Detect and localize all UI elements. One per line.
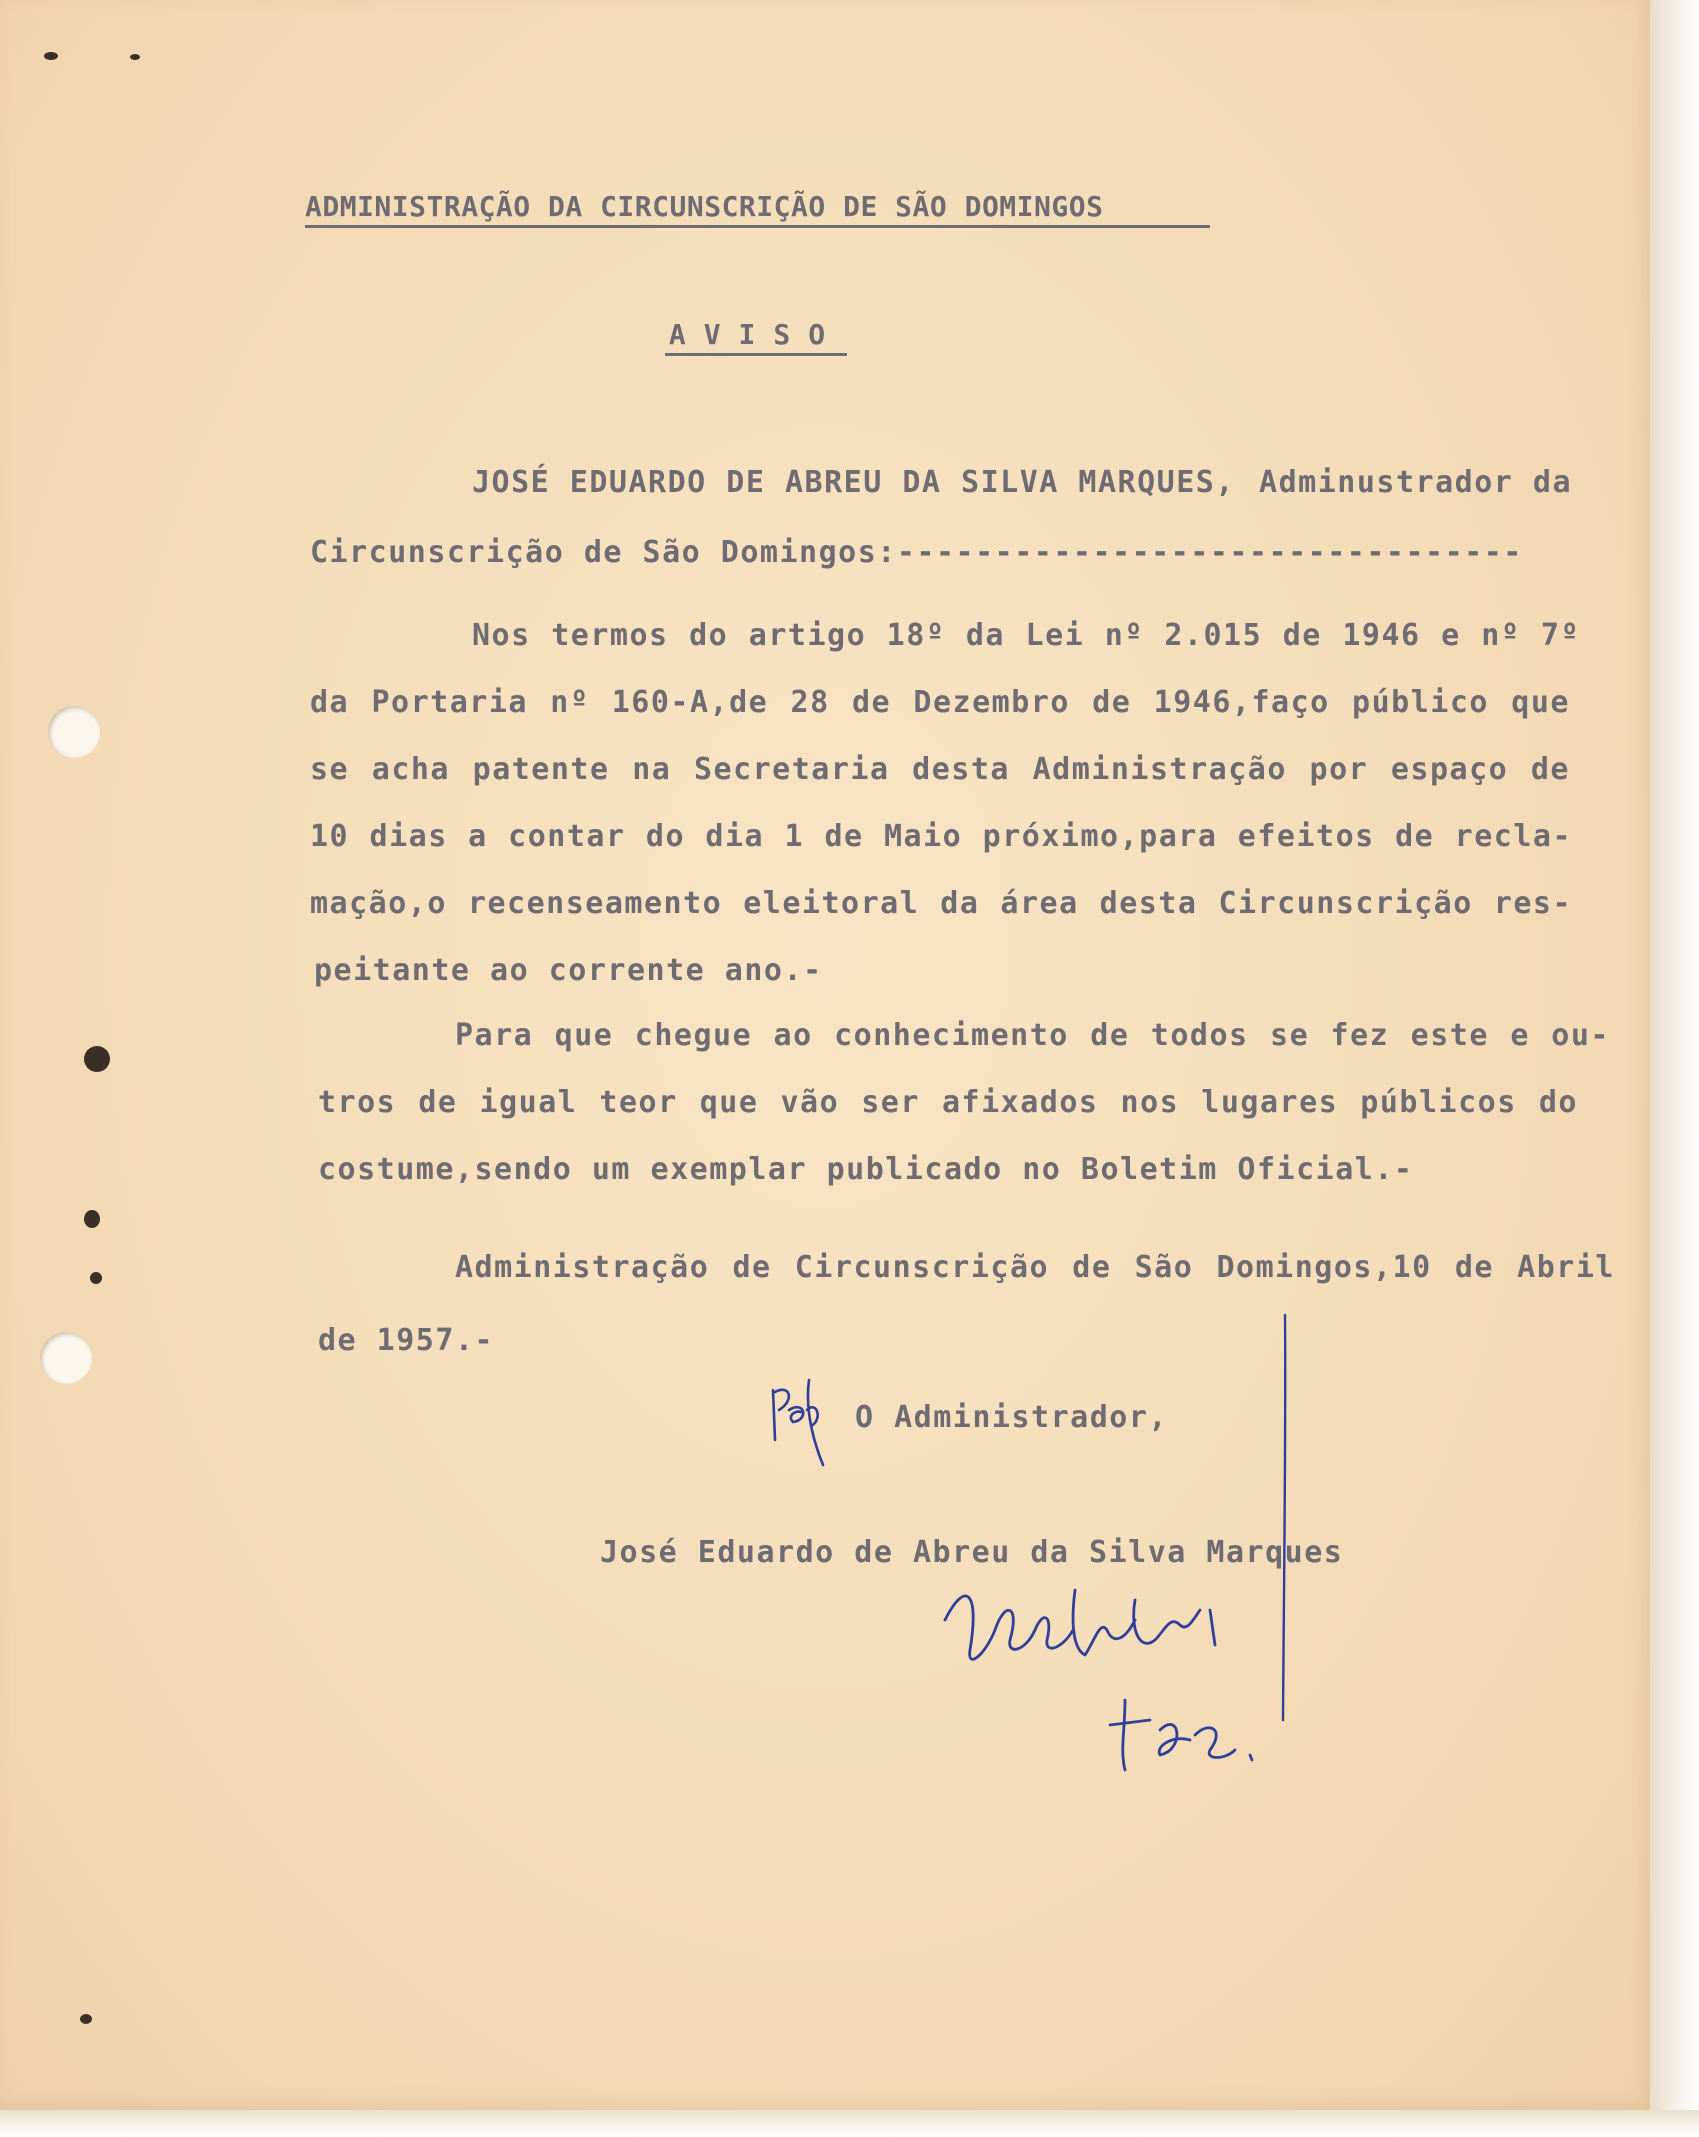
ink-spot	[90, 1272, 102, 1284]
punch-hole-top	[48, 706, 100, 758]
handwritten-pel-mark	[765, 1370, 835, 1470]
paragraph-1-line-1: Nos termos do artigo 18º da Lei nº 2.015 de 1946 e nº 7º	[472, 618, 1580, 653]
paragraph-1-line-5: mação,o recenseamento eleitoral da área desta Circunscrição res-	[310, 886, 1572, 921]
intro-line-2: Circunscrição de São Domingos:--------------------------------	[310, 535, 1523, 570]
paragraph-1-line-3: se acha patente na Secretaria desta Administração por espaço de	[310, 752, 1570, 787]
intro-line-1	[472, 465, 1572, 500]
paragraph-1-line-2: da Portaria nº 160-A,de 28 de Dezembro de 1946,faço público que	[310, 685, 1570, 720]
handwritten-signature	[925, 1560, 1285, 1800]
dateline-line-1: Administração de Circunscrição de São Domingos,10 de Abril	[455, 1250, 1615, 1285]
paragraph-1-line-6: peitante ao corrente ano.-	[314, 953, 823, 988]
ink-spot	[84, 1046, 110, 1072]
paragraph-2-line-3: costume,sendo um exemplar publicado no Boletim Oficial.-	[318, 1152, 1414, 1187]
ink-spot	[84, 1210, 100, 1228]
scan-edge-right	[1650, 0, 1699, 2137]
ink-spot	[80, 2014, 92, 2024]
scan-edge-bottom	[0, 2110, 1699, 2137]
dateline-line-2: de 1957.-	[318, 1323, 495, 1358]
paragraph-2-line-1: Para que chegue ao conhecimento de todos se fez este e ou-	[455, 1018, 1610, 1053]
ink-spot	[44, 52, 58, 60]
paragraph-1-line-4: 10 dias a contar do dia 1 de Maio próximo,para efeitos de recla-	[310, 819, 1572, 854]
signatory-name: José Eduardo de Abreu da Silva Marques	[600, 1535, 1344, 1570]
signatory-role: O Administrador,	[855, 1400, 1168, 1435]
punch-hole-bottom	[40, 1332, 92, 1384]
institution-heading: ADMINISTRAÇÃO DA CIRCUNSCRIÇÃO DE SÃO DOMINGOS	[305, 190, 1210, 228]
document-title: AVISO	[665, 318, 847, 356]
paragraph-2-line-2: tros de igual teor que vão ser afixados nos lugares públicos do	[318, 1085, 1578, 1120]
ink-spot	[130, 54, 140, 60]
administrator-title: Adminustrador da	[1259, 465, 1572, 500]
administrator-name-caps: JOSÉ EDUARDO DE ABREU DA SILVA MARQUES,	[472, 465, 1235, 500]
